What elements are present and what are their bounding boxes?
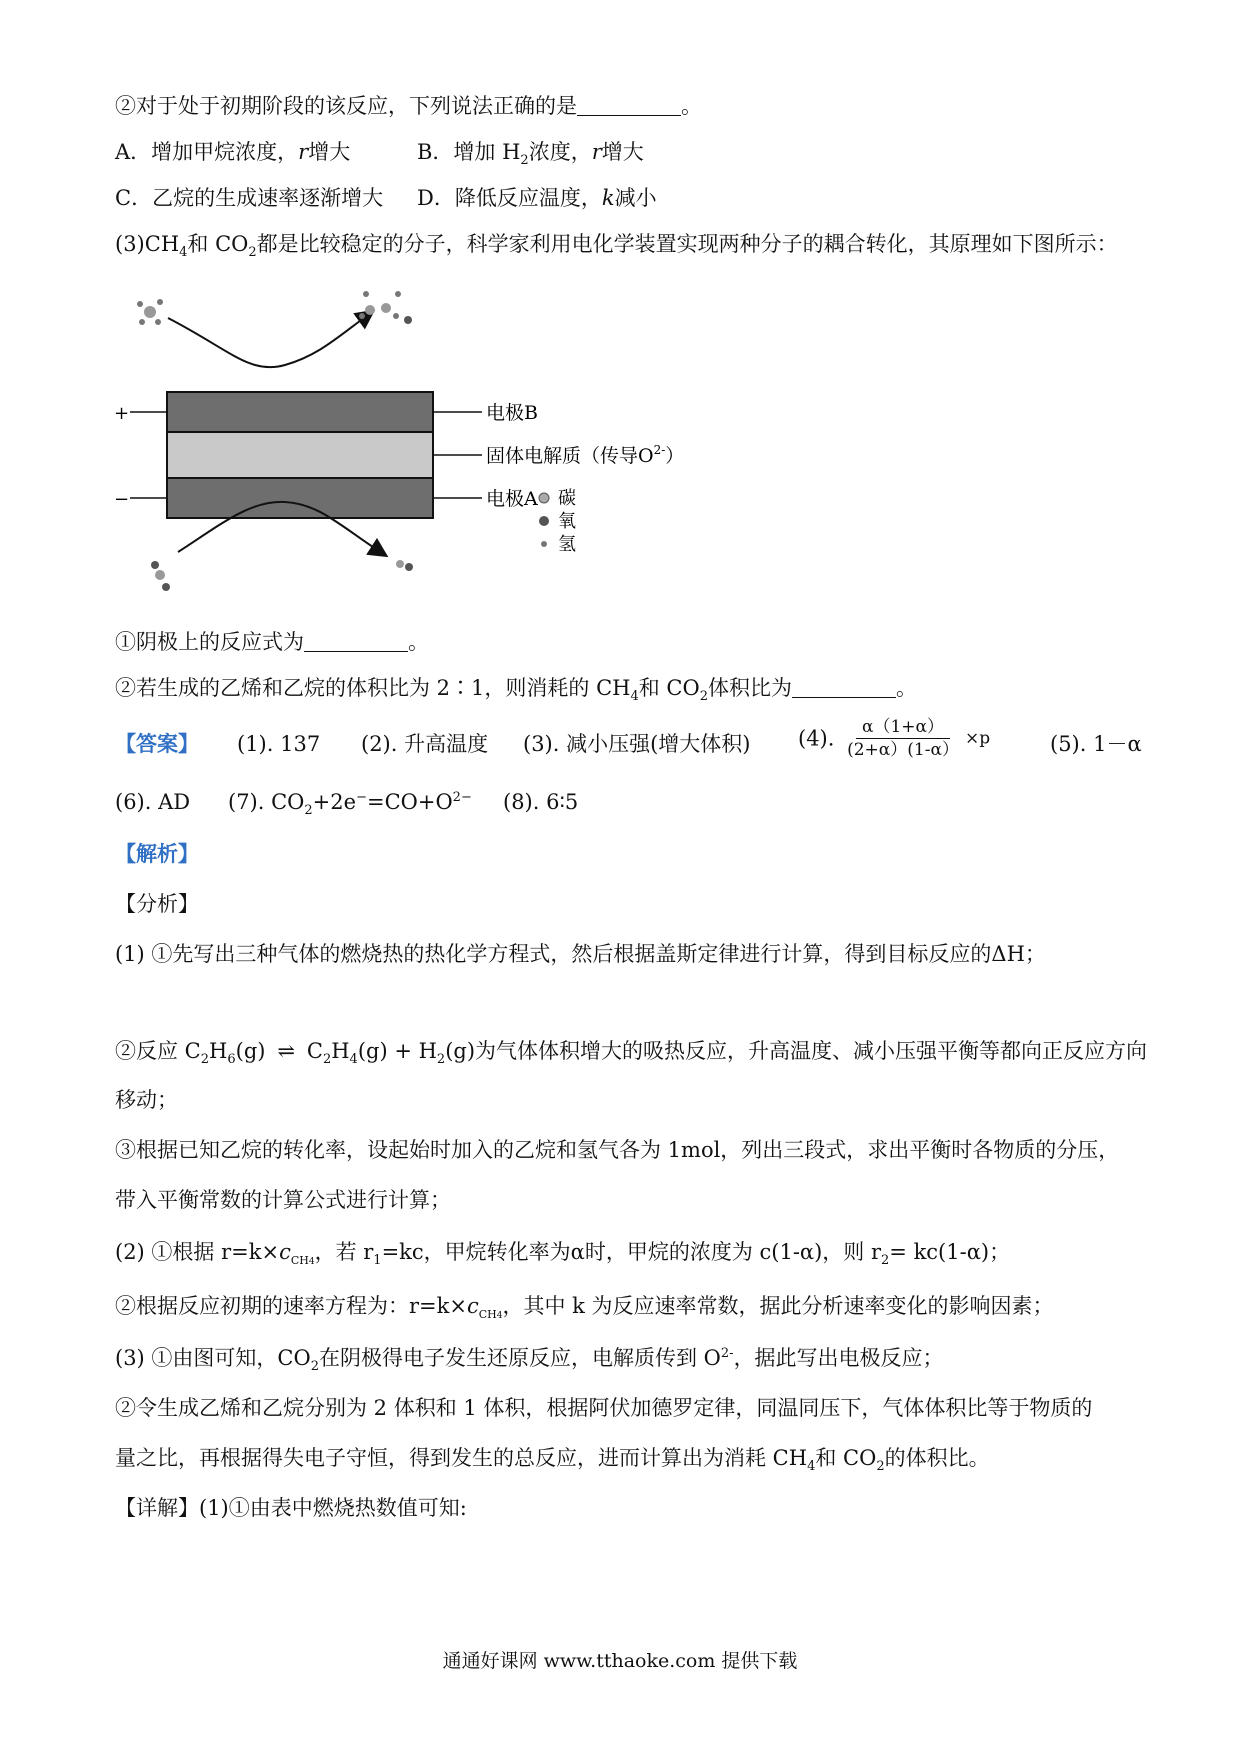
electrolyte-layer bbox=[167, 432, 433, 478]
electrolyte-label: 固体电解质（传导$O^{2-}$） bbox=[486, 443, 685, 467]
analysis-p2: ②反应 $C_2H_6(g)$ ⇌ $C_2H_4(g) + H_2(g)$为气体体积增大的吸热反应，升高温度、减小压强平衡等都向正反应方向 bbox=[115, 1039, 1148, 1068]
electrode-a-label: 电极A bbox=[486, 488, 538, 510]
answer-blank bbox=[792, 677, 896, 698]
fenxi-label: 【分析】 bbox=[115, 892, 199, 916]
methane-molecule-icon bbox=[137, 299, 163, 325]
analysis-p4: (2) ①根据 $r=k\times c_{CH4}$，若 $r_1=kc$，甲烷转化率为α时，甲烷的浓度为 c(1-α)，则 $r_2= kc(1-\alpha)$； bbox=[115, 1240, 1011, 1269]
ethylene-ethane-molecules-icon bbox=[359, 290, 412, 324]
electrode-a-layer bbox=[167, 478, 433, 518]
answer-line-2: (6). AD (7). $CO_2+2e^-=CO+O^{2-}$ (8). 6∶5 bbox=[115, 790, 579, 819]
legend-carbon: 碳 bbox=[558, 488, 576, 509]
legend-oxygen: 氧 bbox=[558, 511, 576, 532]
equilibrium-arrow-icon: ⇌ bbox=[277, 1039, 295, 1063]
q2-prompt-line: ②对于处于初期阶段的该反应，下列说法正确的是 。 bbox=[115, 94, 702, 118]
legend-hydrogen: 氢 bbox=[558, 534, 576, 555]
electrochemical-cell-diagram bbox=[100, 290, 700, 610]
plus-sign: + bbox=[114, 403, 130, 424]
answer-blank bbox=[304, 631, 408, 652]
electrode-b-layer bbox=[167, 392, 433, 432]
detail-label: 【详解】 bbox=[115, 1496, 199, 1520]
q3-sub1: ①阴极上的反应式为 。 bbox=[115, 630, 429, 654]
co-molecule-icon bbox=[396, 560, 413, 571]
analysis-p2-cont: 移动； bbox=[115, 1088, 178, 1112]
answer-label: 【答案】 bbox=[115, 731, 199, 756]
analysis-p3: ③根据已知乙烷的转化率，设起始时加入的乙烷和氢气各为 1mol，列出三段式，求出平衡时各物质的分压， bbox=[115, 1138, 1120, 1162]
analysis-label: 【解析】 bbox=[115, 841, 199, 866]
electrode-b-label: 电极B bbox=[486, 402, 538, 424]
co2-molecule-icon bbox=[151, 561, 170, 591]
answer-blank bbox=[577, 95, 681, 116]
q2-options-ab bbox=[115, 138, 644, 169]
q2-options-cd bbox=[115, 184, 657, 212]
page-footer: 通通好课网 www.tthaoke.com 提供下载 bbox=[442, 1650, 798, 1672]
option-b: B．增加 $H_2$浓度，r增大 bbox=[417, 140, 644, 169]
analysis-p7-cont: 量之比，再根据得失电子守恒，得到发生的总反应，进而计算出为消耗 $CH_4$和 $CO_2$的体积比。 bbox=[115, 1446, 990, 1475]
option-c: C．乙烷的生成速率逐渐增大 bbox=[115, 186, 384, 210]
answer-line-1: 【答案】 (1). 137 (2). 升高温度 (3). 减小压强(增大体积) (4). $\frac{\alpha(1+\alpha)}{(2+\alpha)(1-\alpha)}$ ×p (5). 1－α bbox=[115, 717, 1142, 760]
q3-intro: $(3)CH_4$和 $CO_2$都是比较稳定的分子，科学家利用电化学装置实现两种分子的耦合转化，其原理如下图所示： bbox=[115, 232, 1118, 261]
answer-fraction: (4). $\frac{\alpha(1+\alpha)}{(2+\alpha)(1-\alpha)}$ ×p bbox=[798, 717, 991, 760]
analysis-p6: (3) ①由图可知，$CO_2$在阴极得电子发生还原反应，电解质传到 $O^{2-}$，据此写出电极反应； bbox=[115, 1346, 944, 1375]
analysis-p3-cont: 带入平衡常数的计算公式进行计算； bbox=[115, 1188, 451, 1212]
analysis-p5: ②根据反应初期的速率方程为：$r=k\times c_{CH4}$，其中 k 为反应速率常数，据此分析速率变化的影响因素； bbox=[115, 1294, 1054, 1322]
analysis-p7: ②令生成乙烯和乙烷分别为 2 体积和 1 体积，根据阿伏加德罗定律，同温同压下，气体体积比等于物质的 bbox=[115, 1396, 1093, 1420]
detail-line: 【详解】(1)①由表中燃烧热数值可知: bbox=[115, 1496, 467, 1520]
analysis-p1: (1) ①先写出三种气体的燃烧热的热化学方程式，然后根据盖斯定律进行计算，得到目标反应的ΔH； bbox=[115, 942, 1046, 966]
minus-sign: − bbox=[114, 489, 130, 510]
q3-sub2: ②若生成的乙烯和乙烷的体积比为 2∶1，则消耗的 $CH_4$和 $CO_2$体积比为 。 bbox=[115, 676, 917, 705]
option-d: D．降低反应温度，k减小 bbox=[417, 186, 657, 210]
option-a: A．增加甲烷浓度，r增大 bbox=[115, 140, 351, 164]
top-flow-arrow bbox=[168, 312, 372, 367]
